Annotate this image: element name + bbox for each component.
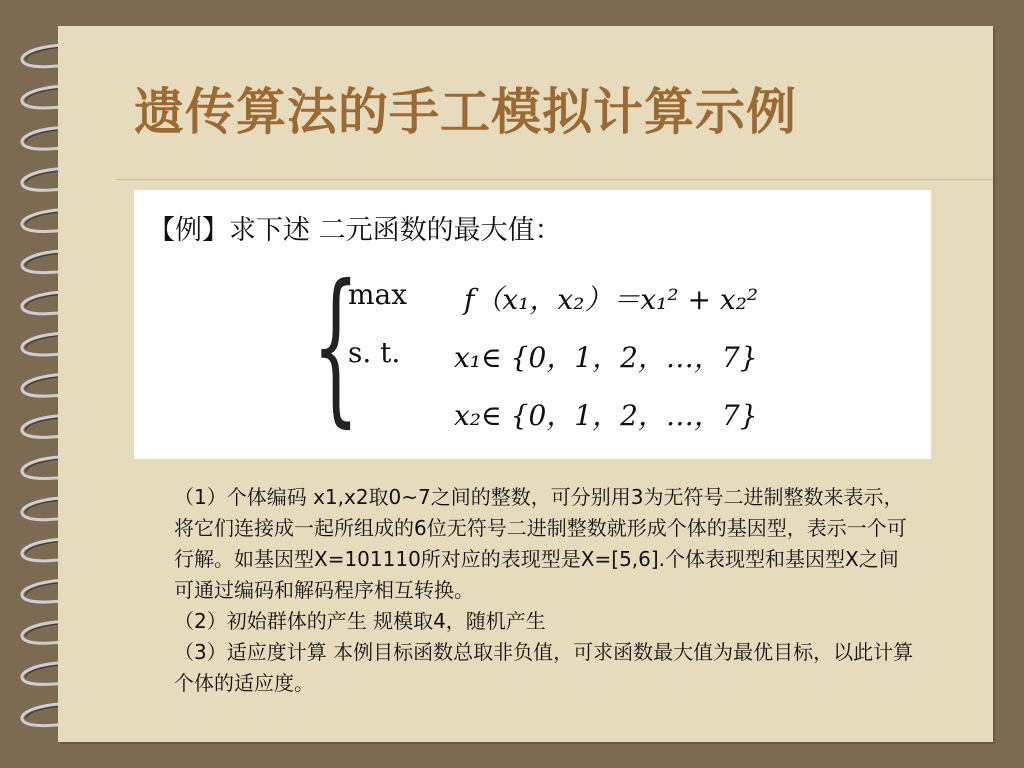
paragraph-encoding: （1）个体编码 x1,x2取0~7之间的整数，可分别用3为无符号二进制整数来表示，将它们连接成一起所组成的6位无符号二进制整数就形成个体的基因型，表示一个可行解。如基因型X=101110所对应的表现型是X=[5,6].个体表现型和基因型X之间可通过编码和解码程序相互转换。	[174, 485, 907, 602]
explanation-text	[174, 482, 914, 699]
paragraph-fitness: （3）适应度计算 本例目标函数总取非负值，可求函数最大值为最优目标，以此计算个体的适应度。	[174, 640, 914, 695]
constraint-x2: x₂∈ {0，1，2，…，7}	[454, 399, 758, 432]
formula-heading: 【例】求下述 二元函数的最大值：	[148, 215, 562, 246]
page-title: 遗传算法的手工模拟计算示例	[134, 83, 797, 141]
paragraph-initial-population: （2）初始群体的产生 规模取4，随机产生	[174, 609, 546, 633]
notebook-page	[58, 26, 993, 742]
objective-function: f（x₁，x₂）＝x₁² + x₂²	[464, 283, 759, 316]
formula-image	[134, 190, 931, 459]
constraint-brace: {	[312, 250, 360, 443]
max-label: max	[348, 278, 408, 311]
constraint-x1: x₁∈ {0，1，2，…，7}	[454, 341, 758, 374]
st-label: s. t.	[348, 336, 401, 369]
title-divider	[116, 179, 993, 180]
